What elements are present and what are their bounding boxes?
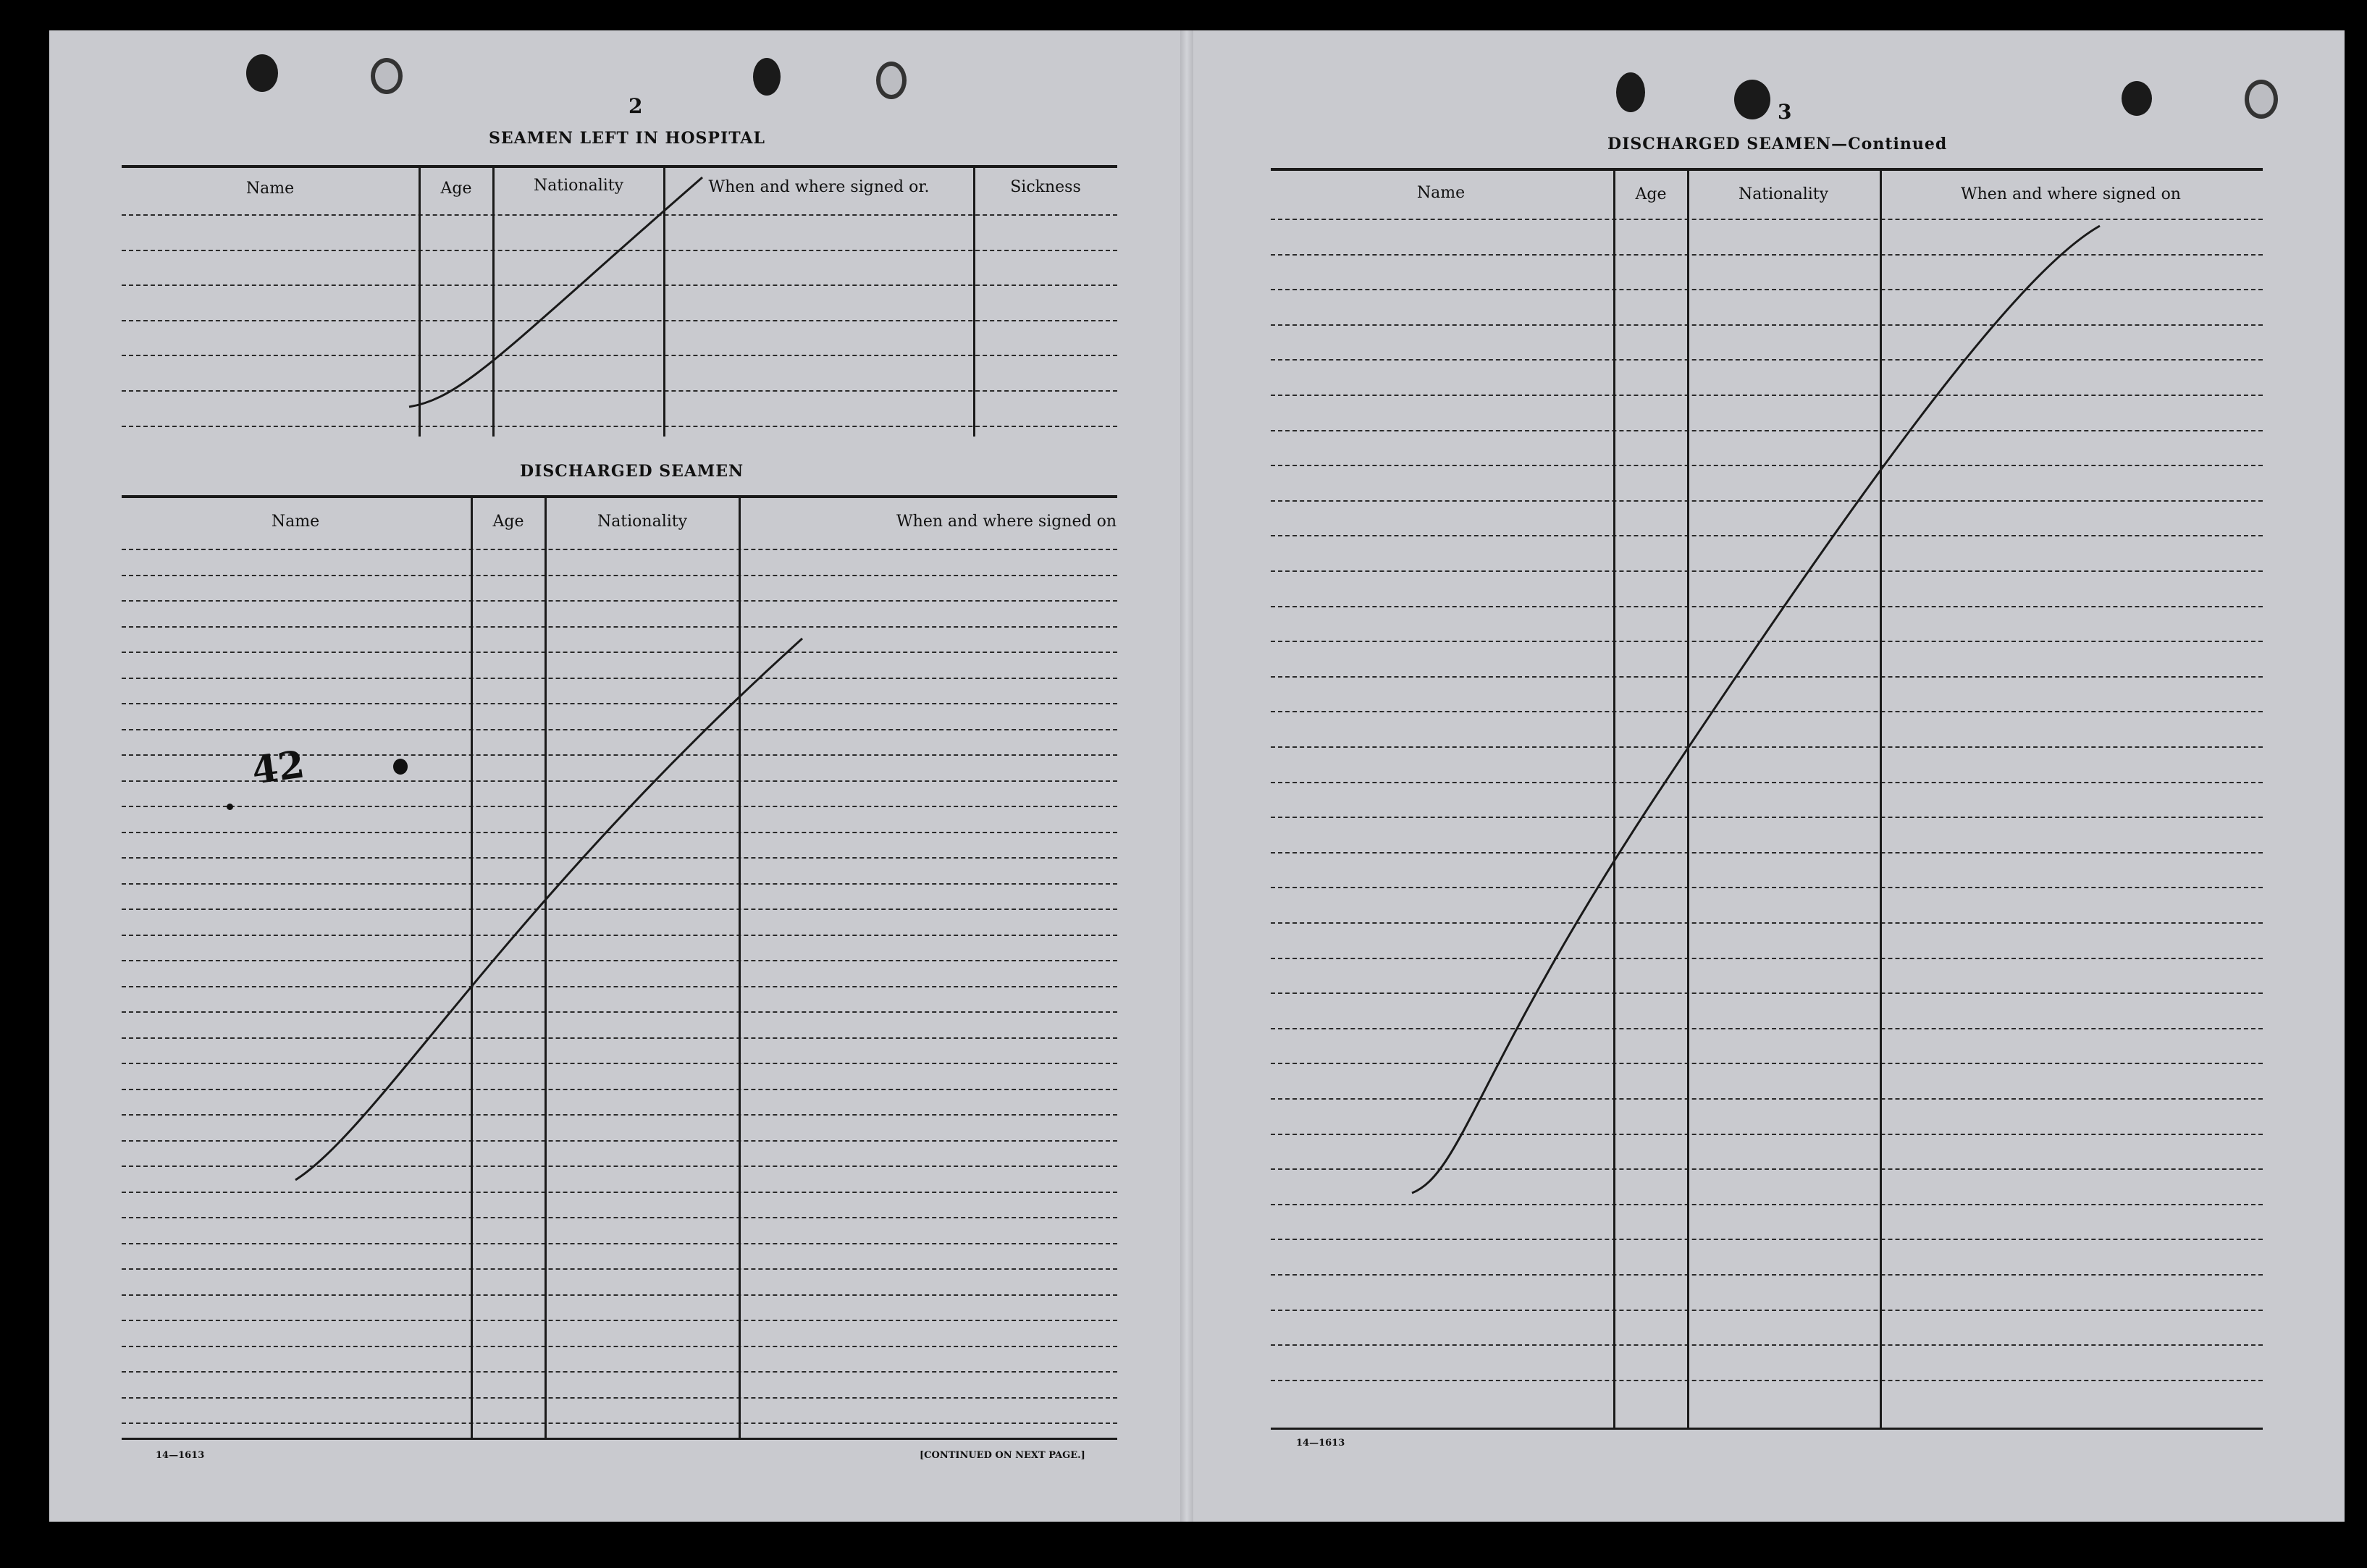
entry-line bbox=[122, 1192, 1117, 1193]
page-number: 2 bbox=[628, 94, 643, 118]
entry-line bbox=[1271, 746, 2263, 748]
punch-hole-icon bbox=[2245, 80, 2278, 119]
entry-line bbox=[122, 1320, 1117, 1321]
entry-line bbox=[122, 250, 1117, 251]
column-divider bbox=[973, 165, 975, 437]
punch-hole-icon bbox=[371, 58, 403, 94]
section-title-text: DISCHARGED SEAMEN bbox=[1607, 135, 1832, 153]
entry-line bbox=[122, 1371, 1117, 1373]
entry-line bbox=[122, 909, 1117, 910]
column-header-signed: When and where signed or. bbox=[708, 178, 930, 196]
form-number: 14—1613 bbox=[156, 1450, 205, 1461]
column-header-age: Age bbox=[1635, 185, 1667, 203]
entry-line bbox=[1271, 606, 2263, 607]
entry-line bbox=[122, 883, 1117, 885]
entry-line bbox=[122, 1037, 1117, 1039]
entry-line bbox=[122, 960, 1117, 961]
entry-line bbox=[1271, 922, 2263, 924]
entry-line bbox=[122, 1166, 1117, 1167]
column-header-signed: When and where signed on bbox=[1961, 185, 2181, 203]
entry-line bbox=[122, 1294, 1117, 1296]
column-header-nationality: Nationality bbox=[597, 513, 688, 531]
entry-line bbox=[122, 214, 1117, 216]
entry-line bbox=[1271, 1134, 2263, 1135]
entry-line bbox=[122, 355, 1117, 356]
punch-hole-icon bbox=[1616, 72, 1645, 112]
entry-line bbox=[1271, 1380, 2263, 1381]
column-header-nationality: Nationality bbox=[533, 177, 624, 195]
entry-line bbox=[122, 1140, 1117, 1142]
entry-line bbox=[122, 986, 1117, 987]
page-fold bbox=[1180, 30, 1193, 1522]
entry-line bbox=[1271, 1344, 2263, 1346]
column-divider bbox=[1613, 168, 1615, 1428]
entry-line bbox=[122, 426, 1117, 427]
entry-line bbox=[122, 600, 1117, 602]
column-divider bbox=[739, 495, 741, 1440]
table-rule bbox=[122, 495, 1117, 498]
section-title-discharged: DISCHARGED SEAMEN bbox=[520, 462, 744, 481]
column-divider bbox=[471, 495, 473, 1440]
entry-line bbox=[1271, 1168, 2263, 1170]
entry-line bbox=[122, 1422, 1117, 1424]
table-rule bbox=[1271, 168, 2263, 171]
entry-line bbox=[122, 1397, 1117, 1399]
punch-hole-icon bbox=[876, 62, 907, 99]
form-number: 14—1613 bbox=[1296, 1438, 1345, 1449]
section-title-suffix: —Continued bbox=[1831, 135, 1948, 153]
entry-line bbox=[1271, 254, 2263, 256]
entry-line bbox=[1271, 1098, 2263, 1100]
column-divider bbox=[1880, 168, 1882, 1428]
column-divider bbox=[1687, 168, 1689, 1428]
entry-line bbox=[1271, 782, 2263, 783]
punch-hole-icon bbox=[753, 58, 781, 96]
punch-hole-icon bbox=[1734, 80, 1770, 119]
section-title-discharged-continued bbox=[1607, 135, 1947, 153]
ink-blot bbox=[393, 759, 408, 775]
entry-line bbox=[1271, 711, 2263, 712]
entry-line bbox=[1271, 500, 2263, 502]
entry-line bbox=[1271, 395, 2263, 396]
section-title-hospital: SEAMEN LEFT IN HOSPITAL bbox=[489, 129, 765, 148]
entry-line bbox=[122, 1268, 1117, 1270]
entry-line bbox=[122, 284, 1117, 286]
entry-line bbox=[1271, 1204, 2263, 1205]
entry-line bbox=[122, 1011, 1117, 1013]
page-number: 3 bbox=[1778, 100, 1792, 124]
entry-line bbox=[1271, 958, 2263, 959]
entry-line bbox=[1271, 992, 2263, 994]
entry-line bbox=[1271, 817, 2263, 818]
column-header-sickness: Sickness bbox=[1010, 178, 1081, 196]
entry-line bbox=[1271, 359, 2263, 361]
column-divider bbox=[419, 165, 421, 437]
column-divider bbox=[545, 495, 547, 1440]
table-rule bbox=[122, 165, 1117, 168]
column-divider bbox=[492, 165, 495, 437]
entry-line bbox=[1271, 852, 2263, 853]
entry-line bbox=[122, 549, 1117, 550]
entry-line bbox=[122, 575, 1117, 576]
column-header-nationality: Nationality bbox=[1738, 185, 1829, 203]
entry-line bbox=[1271, 219, 2263, 220]
continued-note: [CONTINUED ON NEXT PAGE.] bbox=[920, 1450, 1085, 1461]
column-header-name: Name bbox=[245, 180, 295, 198]
column-divider bbox=[663, 165, 665, 437]
entry-line bbox=[122, 390, 1117, 392]
ink-blot bbox=[227, 804, 233, 810]
entry-line bbox=[1271, 1239, 2263, 1240]
entry-line bbox=[122, 1089, 1117, 1090]
entry-line bbox=[1271, 676, 2263, 678]
entry-line bbox=[1271, 1274, 2263, 1276]
entry-line bbox=[122, 703, 1117, 704]
entry-line bbox=[122, 729, 1117, 730]
column-header-name: Name bbox=[1416, 184, 1466, 202]
entry-line bbox=[1271, 1310, 2263, 1311]
entry-line bbox=[122, 626, 1117, 628]
entry-line bbox=[1271, 1063, 2263, 1064]
entry-line bbox=[1271, 1028, 2263, 1029]
entry-line bbox=[1271, 570, 2263, 572]
entry-line bbox=[1271, 289, 2263, 290]
entry-line bbox=[122, 1063, 1117, 1064]
entry-line bbox=[1271, 535, 2263, 536]
entry-line bbox=[1271, 641, 2263, 642]
entry-line bbox=[1271, 324, 2263, 326]
entry-line bbox=[122, 1243, 1117, 1244]
table-rule bbox=[1271, 1428, 2263, 1430]
entry-line bbox=[122, 935, 1117, 936]
entry-line bbox=[122, 320, 1117, 321]
entry-line bbox=[122, 806, 1117, 807]
entry-line bbox=[1271, 430, 2263, 431]
column-header-age: Age bbox=[440, 180, 472, 198]
column-header-name: Name bbox=[271, 513, 320, 531]
entry-line bbox=[122, 857, 1117, 859]
entry-line bbox=[122, 1217, 1117, 1218]
table-rule bbox=[122, 1438, 1117, 1440]
stamp-number: 42 bbox=[249, 742, 308, 793]
entry-line bbox=[122, 1346, 1117, 1347]
entry-line bbox=[122, 832, 1117, 833]
entry-line bbox=[1271, 887, 2263, 888]
entry-line bbox=[1271, 465, 2263, 466]
punch-hole-icon bbox=[246, 54, 278, 92]
entry-line bbox=[122, 1114, 1117, 1116]
column-header-age: Age bbox=[492, 513, 524, 531]
entry-line bbox=[122, 678, 1117, 679]
entry-line bbox=[122, 652, 1117, 653]
punch-hole-icon bbox=[2122, 81, 2152, 116]
column-header-signed: When and where signed on bbox=[896, 513, 1117, 531]
